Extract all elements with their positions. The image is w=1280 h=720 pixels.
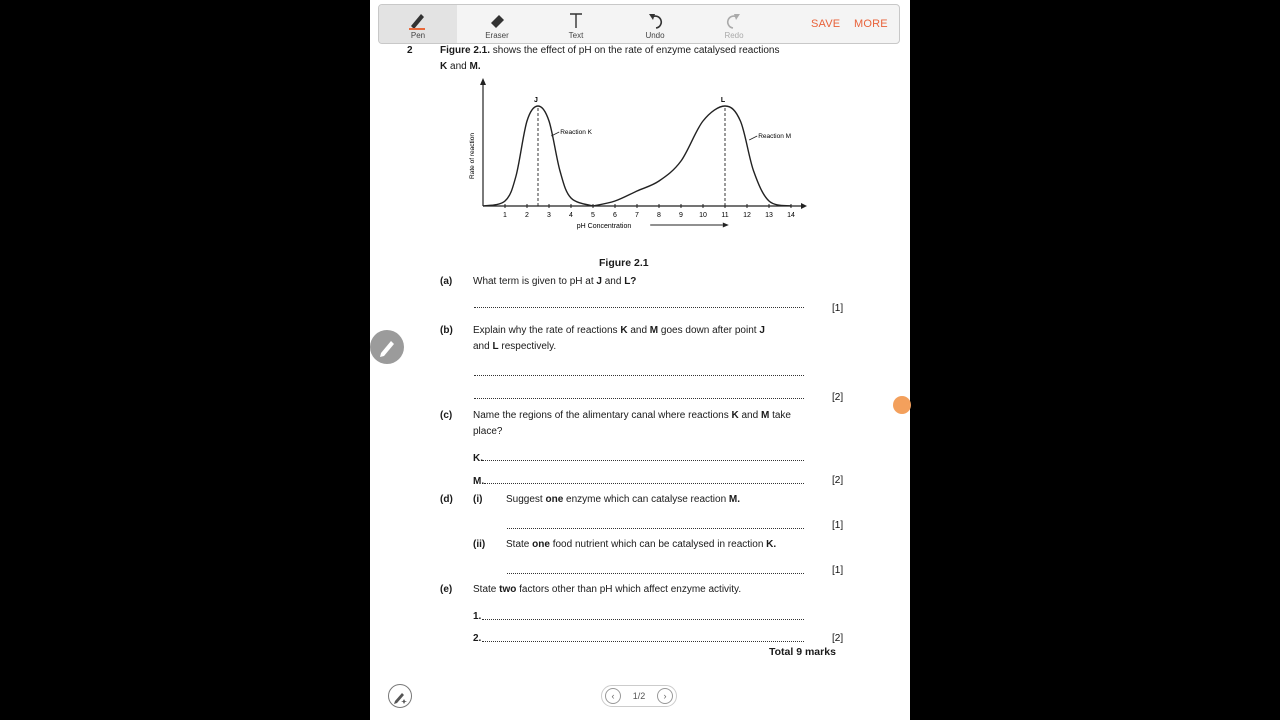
text-tool[interactable] [537,5,615,43]
part-a-mark: [1] [832,303,844,314]
eraser-icon [458,9,536,31]
part-e-n2-label: 2. [473,633,482,644]
redo-icon [695,9,773,31]
x-tick-label: 6 [613,212,617,219]
question-intro: Figure 2.1. shows the effect of pH on the rate of enzyme catalysed reactions [440,45,780,56]
y-axis-label: Rate of reaction [469,133,476,179]
x-direction-arrowhead [723,223,729,228]
x-tick-label: 13 [765,212,773,219]
floating-handle[interactable] [893,396,911,414]
part-a-text: What term is given to pH at J and L? [473,276,637,287]
part-d-i-text: Suggest one enzyme which can catalyse reaction M. [506,494,741,505]
y-axis-arrow [480,78,486,85]
pen-label: Pen [410,31,426,40]
part-a-label: (a) [440,276,453,287]
redo-tool[interactable] [695,5,773,43]
figure-caption: Figure 2.1 [599,257,649,269]
x-tick-label: 3 [547,212,551,219]
part-d-i-mark: [1] [832,520,844,531]
part-d-i-label: (i) [473,494,483,505]
curve-reaction-m [593,106,791,206]
part-c-k-label: K. [473,453,483,464]
part-b-mark: [2] [832,392,844,403]
more-button[interactable]: MORE [854,18,888,30]
next-page-button[interactable] [657,688,673,704]
answer-line[interactable] [474,307,804,308]
ph-rate-chart [460,75,810,235]
part-d-ii-mark: [1] [832,565,844,576]
document-viewer [370,0,910,720]
part-c-text-line2: place? [473,426,503,437]
part-c-m-label: M. [473,476,485,487]
part-d-ii-text: State one food nutrient which can be catalysed in reaction K. [506,539,777,550]
part-c-text-line1: Name the regions of the alimentary canal where reactions K and M take [473,410,791,421]
annotation-toolbar [378,4,900,44]
text-label: Text [568,31,584,40]
answer-line[interactable] [484,483,804,484]
pen-sparkle-icon [389,685,411,707]
pencil-icon [370,330,404,364]
answer-line[interactable] [507,573,804,574]
undo-icon [616,9,694,31]
part-e-label: (e) [440,584,453,595]
text-icon [537,9,615,31]
x-tick-label: 12 [743,212,751,219]
save-button[interactable]: SAVE [811,18,841,30]
series-label: Reaction M [758,133,792,140]
undo-label: Undo [645,31,665,40]
x-tick-label: 10 [699,212,707,219]
answer-line[interactable] [474,398,804,399]
eraser-tool[interactable] [458,5,536,43]
part-e-mark: [2] [832,633,844,644]
answer-line[interactable] [507,528,804,529]
series-label: Reaction K [560,129,592,136]
part-b-text-line1: Explain why the rate of reactions K and M goes down after point J [473,325,765,336]
x-tick-label: 8 [657,212,661,219]
x-tick-label: 14 [787,212,795,219]
eraser-label: Eraser [485,31,509,40]
floating-pen-button[interactable] [370,330,404,364]
part-b-label: (b) [440,325,453,336]
undo-tool[interactable] [616,5,694,43]
x-tick-label: 9 [679,212,683,219]
page-navigator [601,685,677,707]
part-e-text: State two factors other than pH which affect enzyme activity. [473,584,742,595]
answer-line[interactable] [482,641,804,642]
peak-label: J [534,97,538,104]
x-tick-label: 2 [525,212,529,219]
peak-label: L [720,97,726,104]
page-indicator: 1/2 [632,691,646,701]
total-marks: Total 9 marks [769,646,836,658]
pen-tool[interactable] [379,5,457,43]
x-axis-label: pH Concentration [576,223,632,230]
x-tick-label: 5 [591,212,595,219]
x-axis-arrow [801,203,807,209]
series-leader [749,136,757,140]
x-tick-label: 11 [721,212,729,219]
x-tick-label: 4 [569,212,573,219]
answer-line[interactable] [482,619,804,620]
annotate-button[interactable] [388,684,412,708]
redo-label: Redo [724,31,744,40]
answer-line[interactable] [474,375,804,376]
part-c-mark: [2] [832,475,844,486]
question-intro-line2: K and M. [440,61,481,72]
chevron-left-icon: ‹ [611,691,615,701]
question-number: 2 [407,45,413,56]
part-d-label: (d) [440,494,453,505]
part-c-label: (c) [440,410,453,421]
x-tick-label: 1 [503,212,507,219]
answer-line[interactable] [482,460,804,461]
x-tick-label: 7 [635,212,639,219]
part-d-ii-label: (ii) [473,539,486,550]
chevron-right-icon: › [663,691,667,701]
part-e-n1-label: 1. [473,611,482,622]
part-b-text-line2: and L respectively. [473,341,557,352]
